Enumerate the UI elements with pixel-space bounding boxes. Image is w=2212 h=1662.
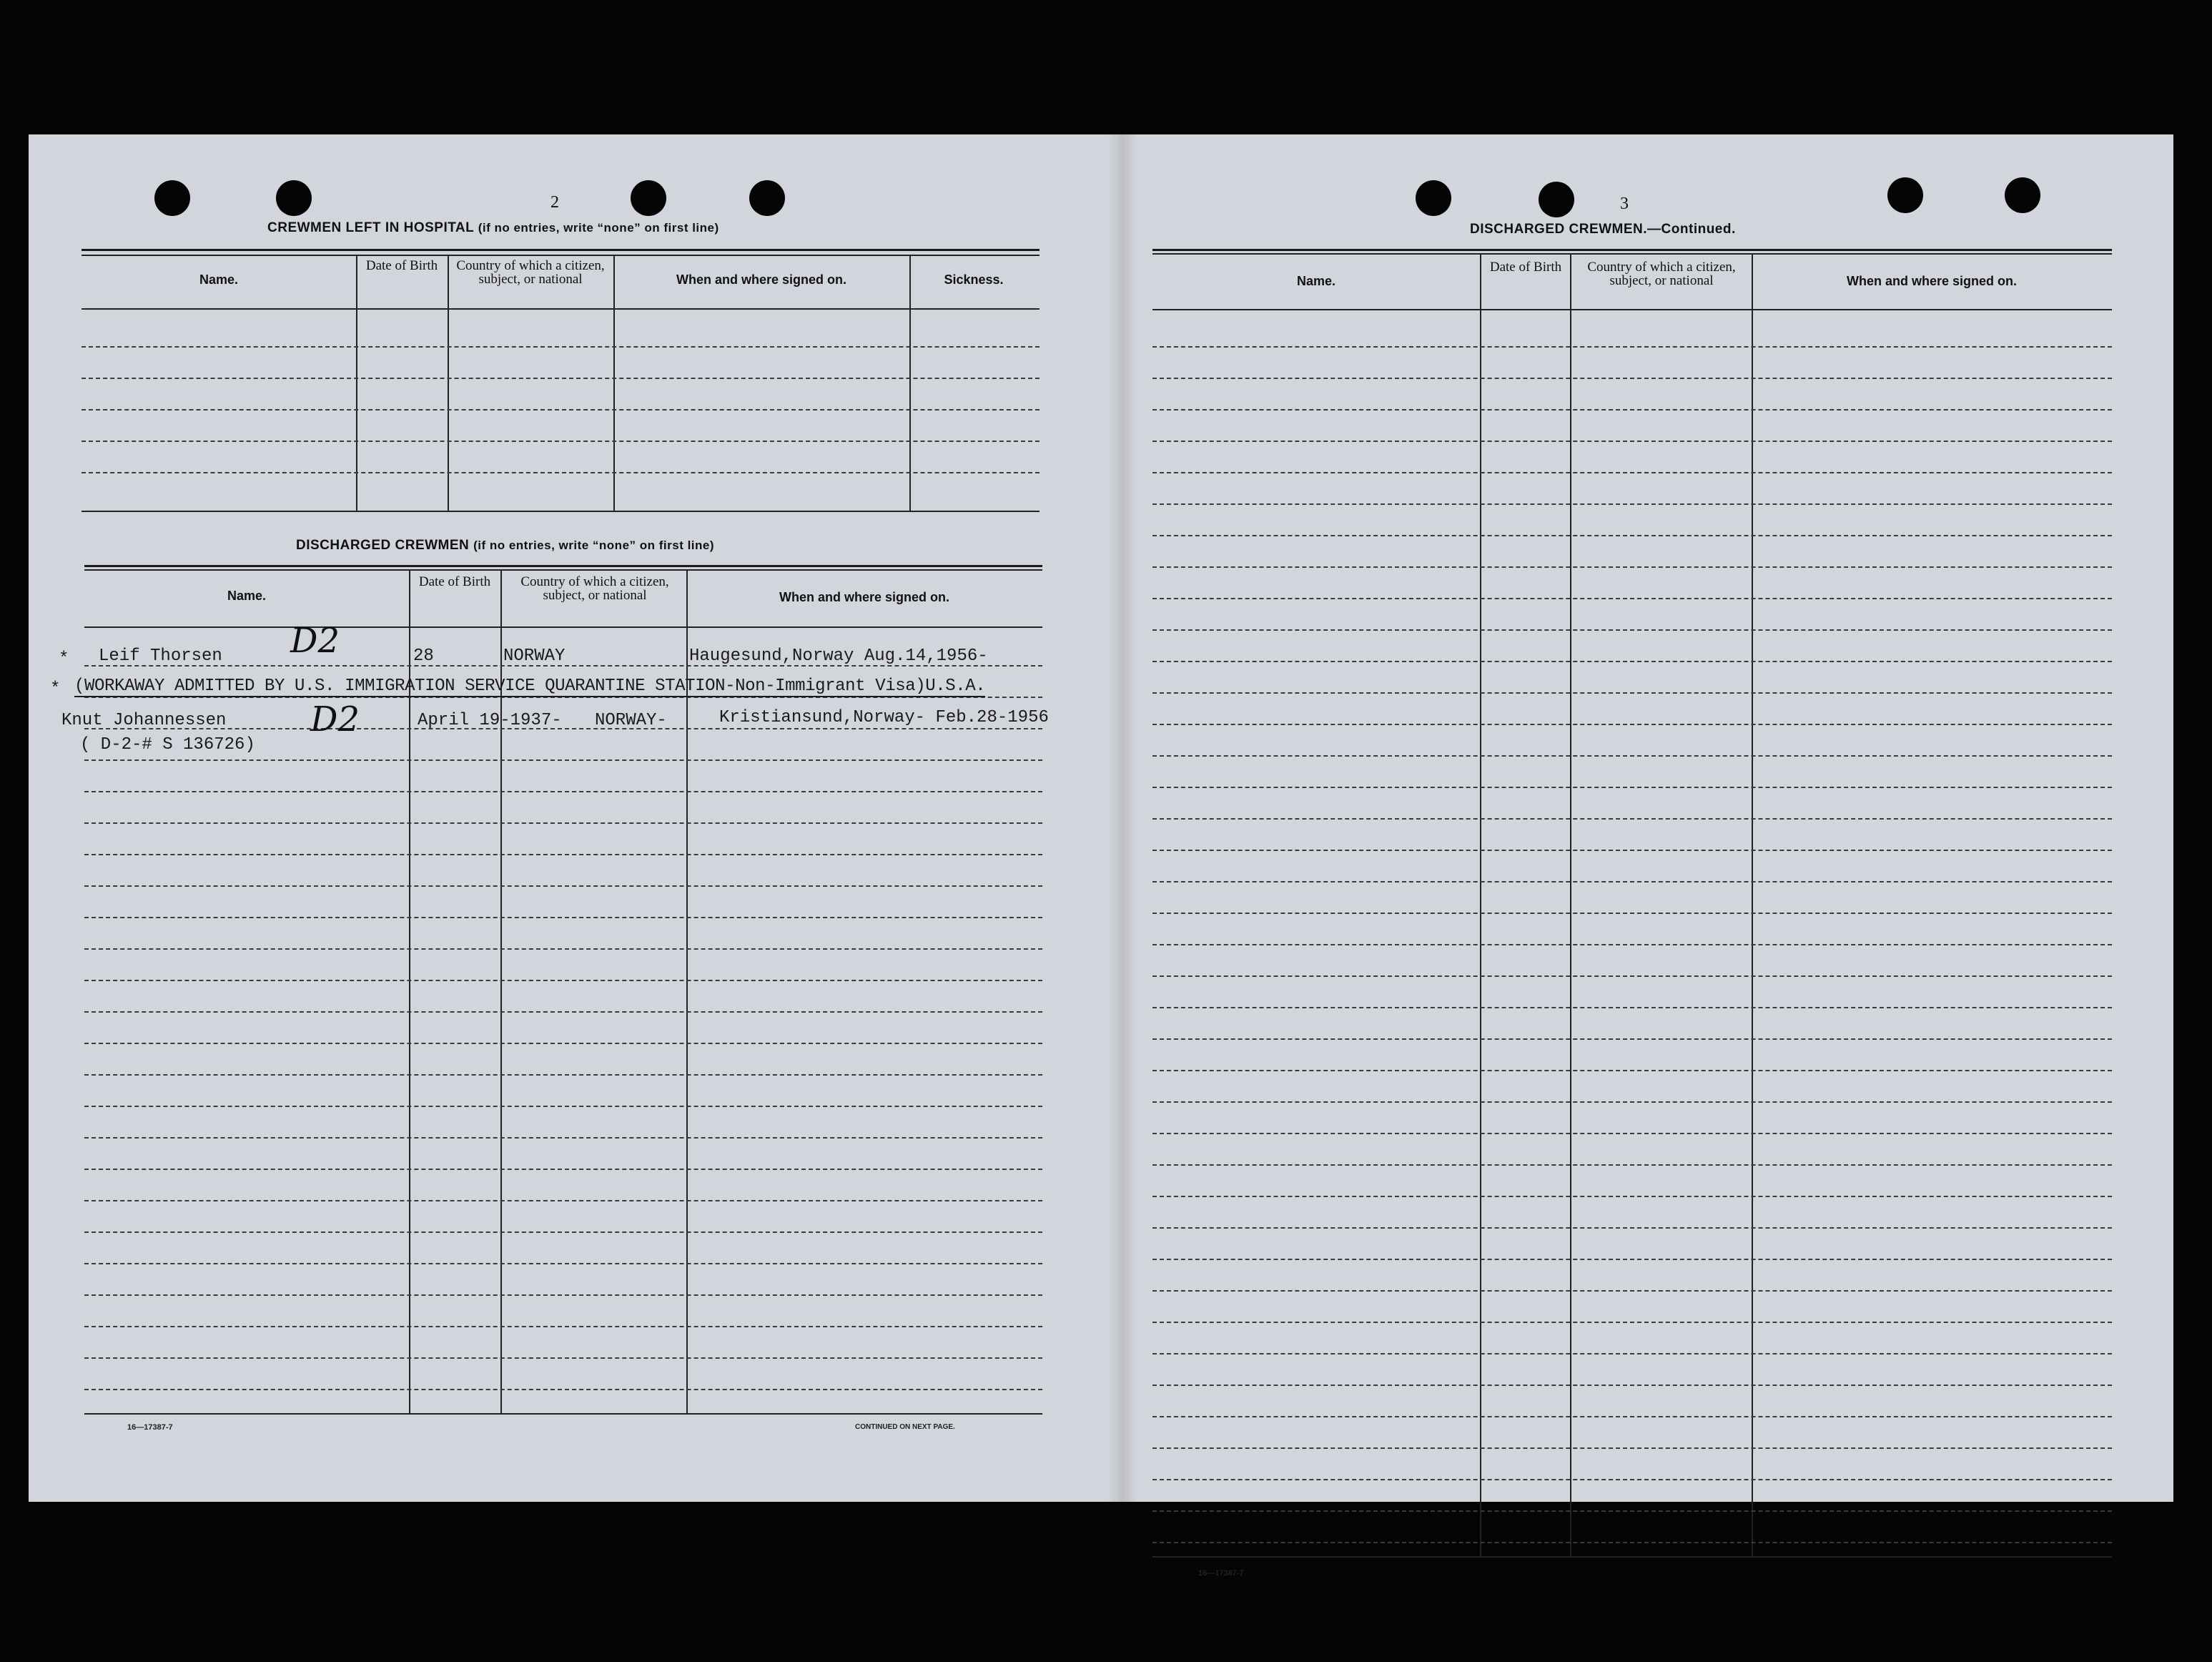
discharged-section-title	[296, 538, 714, 554]
table-rule	[1152, 249, 2112, 251]
ruled-line	[84, 822, 1042, 824]
ruled-line	[1152, 1353, 2112, 1354]
ruled-line	[84, 759, 1042, 761]
form-number: 16—17387-7	[127, 1423, 173, 1432]
workaway-note: (WORKAWAY ADMITTED BY U.S. IMMIGRATION SERVICE QUARANTINE STATION-Non-Immigrant Visa)U.S.A.	[74, 677, 986, 696]
crewman-dob: 28	[413, 646, 434, 666]
column-divider	[1752, 253, 1753, 1556]
ruled-line	[84, 791, 1042, 792]
ruled-line	[84, 1294, 1042, 1296]
ruled-line	[82, 409, 1040, 410]
punch-hole	[631, 180, 666, 216]
ruled-line	[1152, 346, 2112, 348]
punch-hole	[749, 180, 785, 216]
ruled-line	[1152, 441, 2112, 442]
ruled-line	[1152, 1416, 2112, 1417]
ruled-line	[1152, 787, 2112, 788]
discharged-continued-title: DISCHARGED CREWMEN.—Continued.	[1470, 222, 1736, 237]
ruled-line	[1152, 598, 2112, 599]
ruled-line	[84, 1074, 1042, 1076]
punch-hole	[276, 180, 312, 216]
ruled-line	[84, 1106, 1042, 1107]
ruled-line	[1152, 378, 2112, 379]
col-header-dob: Date of Birth	[1489, 260, 1562, 275]
ruled-line	[84, 885, 1042, 887]
ruled-line	[84, 1231, 1042, 1233]
ruled-line	[84, 948, 1042, 950]
page-fold	[1108, 134, 1137, 1502]
ruled-line	[1152, 975, 2112, 977]
col-header-name: Name.	[1296, 274, 1336, 288]
crewman-signed-on: Kristiansund,Norway- Feb.28-1956	[719, 708, 1049, 727]
ruled-line	[1152, 1479, 2112, 1480]
ruled-line	[1152, 944, 2112, 945]
column-divider	[1570, 253, 1571, 1556]
handwritten-annotation: D2	[290, 621, 340, 661]
ruled-line	[1152, 1447, 2112, 1449]
ruled-line	[1152, 1101, 2112, 1103]
col-header-signed-on: When and where signed on.	[779, 590, 950, 604]
table-rule	[82, 255, 1040, 256]
ruled-line	[84, 917, 1042, 918]
ruled-line	[1152, 1196, 2112, 1197]
discharged-subtitle: (if no entries, write “none” on first line)	[473, 539, 715, 552]
ruled-line	[84, 728, 1042, 729]
col-header-country: Country of which a citizen, subject, or national	[1587, 260, 1736, 288]
column-divider	[448, 255, 449, 512]
column-divider	[356, 255, 357, 512]
ruled-line	[84, 1137, 1042, 1139]
hospital-title: CREWMEN LEFT IN HOSPITAL	[267, 220, 474, 235]
ruled-line	[84, 1200, 1042, 1201]
ruled-line	[1152, 535, 2112, 536]
ruled-line	[84, 1043, 1042, 1044]
table-rule	[82, 249, 1040, 251]
ruled-line	[84, 1326, 1042, 1327]
continued-note: CONTINUED ON NEXT PAGE.	[855, 1423, 955, 1431]
ruled-line	[1152, 1385, 2112, 1386]
table-rule	[84, 565, 1042, 567]
ruled-line	[1152, 1290, 2112, 1292]
hospital-section-title	[267, 220, 719, 236]
ruled-line	[1152, 881, 2112, 882]
ruled-line	[1152, 472, 2112, 473]
table-rule	[1152, 253, 2112, 255]
column-divider	[1480, 253, 1481, 1556]
col-header-sickness: Sickness.	[944, 272, 1004, 287]
ruled-line	[84, 1389, 1042, 1390]
ruled-line	[84, 1011, 1042, 1013]
crewman-country: NORWAY	[503, 646, 566, 666]
page-number: 3	[1620, 195, 1629, 213]
crewman-signed-on: Haugesund,Norway Aug.14,1956-	[689, 646, 988, 666]
punch-hole	[1416, 180, 1451, 216]
row-marker: *	[59, 649, 69, 669]
discharged-title: DISCHARGED CREWMEN	[296, 538, 470, 553]
table-rule	[84, 626, 1042, 628]
punch-hole	[2005, 177, 2040, 213]
ruled-line	[1152, 1070, 2112, 1071]
ruled-line	[1152, 566, 2112, 568]
punch-hole	[1539, 182, 1574, 217]
ruled-line	[1152, 503, 2112, 505]
ruled-line	[1152, 724, 2112, 725]
hospital-subtitle: (if no entries, write “none” on first line)	[478, 221, 719, 235]
ruled-line	[1152, 1133, 2112, 1134]
ruled-line	[82, 441, 1040, 442]
crewman-name: Leif Thorsen	[99, 646, 222, 666]
ruled-line	[84, 854, 1042, 855]
ruled-line	[1152, 755, 2112, 757]
ruled-line	[1152, 629, 2112, 631]
row-marker: *	[50, 679, 61, 699]
ruled-line	[1152, 1510, 2112, 1512]
ruled-line	[1152, 1164, 2112, 1166]
col-header-dob: Date of Birth	[365, 258, 438, 273]
table-rule	[84, 569, 1042, 571]
ruled-line	[1152, 1542, 2112, 1543]
col-header-country: Country of which a citizen, subject, or national	[456, 258, 605, 287]
ruled-line	[1152, 913, 2112, 914]
ruled-line	[84, 980, 1042, 981]
column-divider	[909, 255, 911, 512]
col-header-name: Name.	[199, 272, 239, 287]
col-header-country: Country of which a citizen, subject, or national	[520, 574, 669, 603]
ruled-line	[1152, 409, 2112, 410]
ruled-line	[1152, 661, 2112, 662]
table-rule	[1152, 1556, 2112, 1558]
crewman-name: Knut Johannessen	[61, 711, 227, 730]
table-rule	[82, 308, 1040, 310]
ruled-line	[1152, 1322, 2112, 1323]
punch-hole	[154, 180, 190, 216]
ruled-line	[82, 346, 1040, 348]
ruled-line	[84, 1263, 1042, 1264]
ruled-line	[1152, 850, 2112, 851]
manifest-sheet	[29, 134, 2173, 1578]
ruled-line	[1152, 1038, 2112, 1040]
table-rule	[82, 511, 1040, 512]
ruled-line	[1152, 818, 2112, 820]
ruled-line	[82, 472, 1040, 473]
col-header-dob: Date of Birth	[418, 574, 491, 589]
ruled-line	[84, 1169, 1042, 1170]
col-header-signed-on: When and where signed on.	[676, 272, 847, 287]
ruled-line	[1152, 1259, 2112, 1260]
table-rule	[1152, 309, 2112, 310]
table-rule	[84, 1413, 1042, 1415]
ruled-line	[84, 1357, 1042, 1359]
form-number: 16—17387-7	[1198, 1569, 1244, 1578]
handwritten-annotation: D2	[310, 699, 360, 739]
col-header-name: Name.	[227, 589, 267, 603]
page-number: 2	[550, 193, 559, 212]
crewman-country: NORWAY-	[595, 711, 667, 730]
ruled-line	[82, 378, 1040, 379]
ruled-line	[1152, 692, 2112, 694]
punch-hole	[1887, 177, 1923, 213]
ruled-line	[1152, 1227, 2112, 1229]
col-header-signed-on: When and where signed on.	[1846, 274, 2018, 288]
crewman-dob: April 19-1937-	[418, 711, 562, 730]
ruled-line	[1152, 1007, 2112, 1008]
seaman-document-number: ( D-2-# S 136726)	[80, 735, 255, 754]
column-divider	[613, 255, 615, 512]
